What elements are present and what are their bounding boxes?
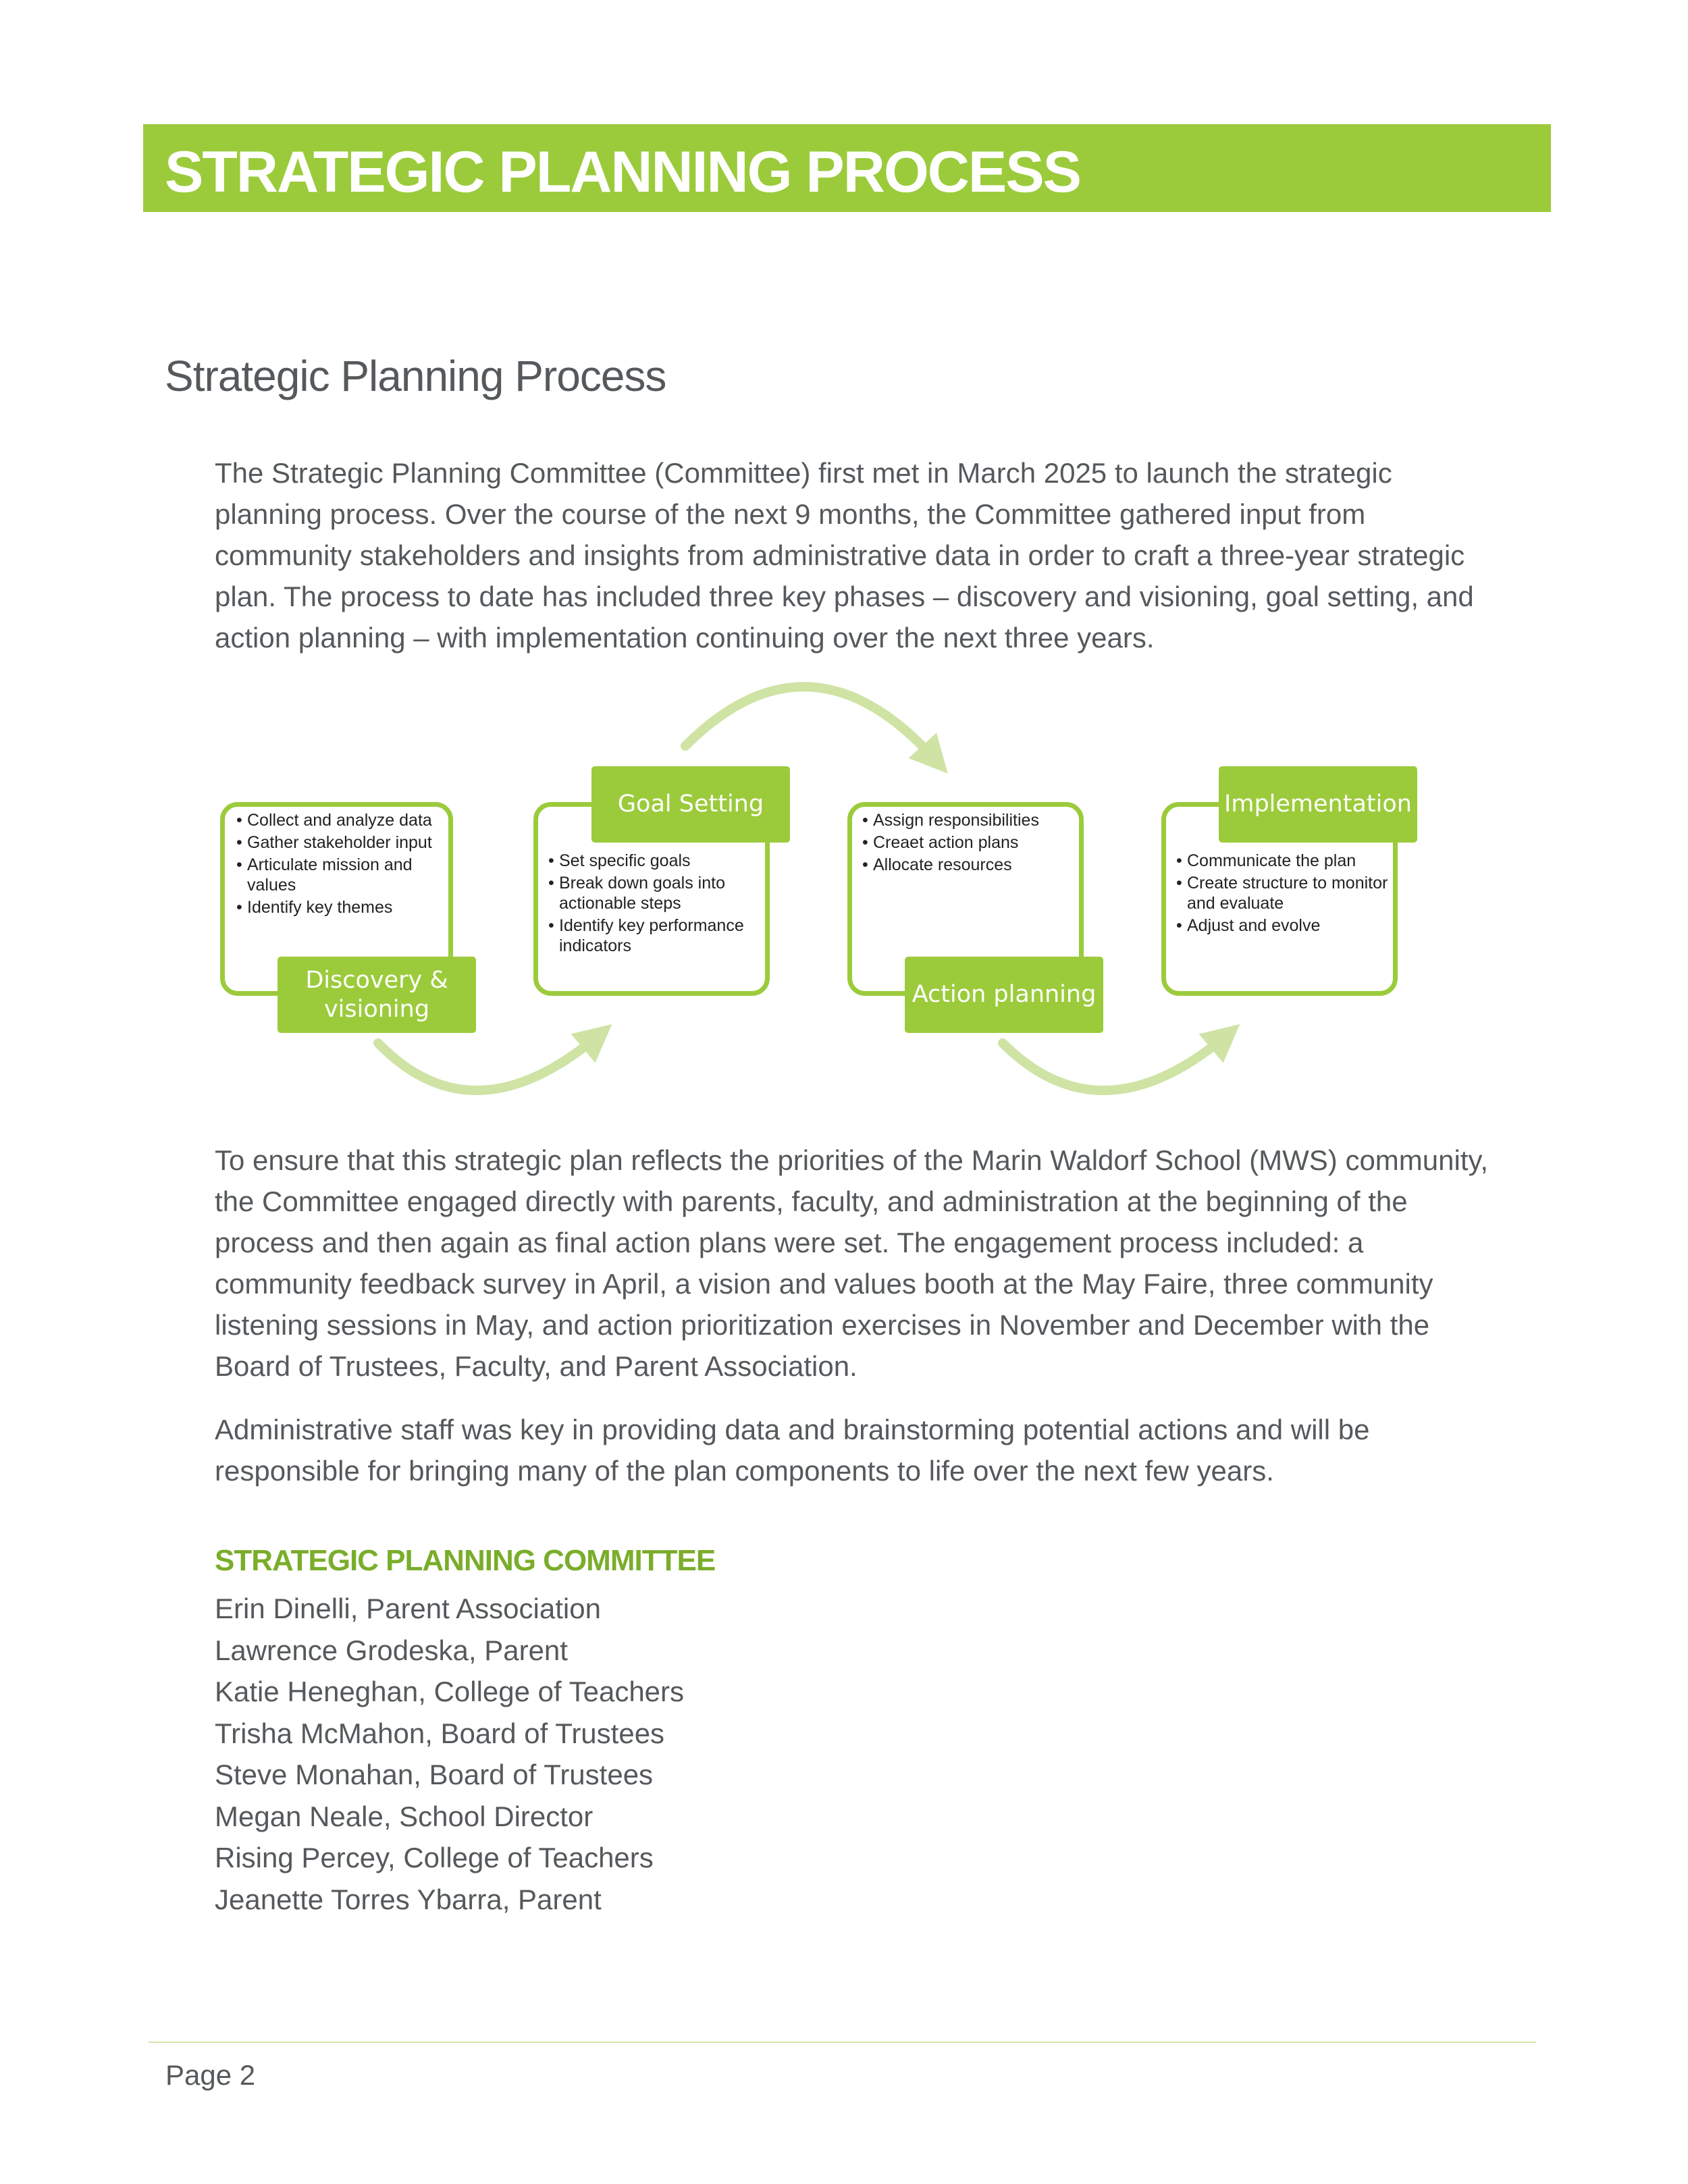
phase-item: • Identify key themes <box>236 897 446 917</box>
phase-item: • Create structure to monitor and evaluate <box>1176 873 1392 913</box>
engagement-paragraphs <box>215 1140 1498 1514</box>
phase-item: • Articulate mission and values <box>236 855 446 895</box>
banner-title: STRATEGIC PLANNING PROCESS <box>165 140 1080 205</box>
phase-goal-label: Goal Setting <box>591 766 790 843</box>
phase-action-label: Action planning <box>905 957 1103 1033</box>
intro-text: The Strategic Planning Committee (Committee) first met in March 2025 to launch the strategic planning process. Over the course of the next 9 months, the Committee gathered input from community stakeholders and insights from administrative data in order to craft a three-year strategic plan. The process to date has included three key phases – discovery and visioning, goal setting, and action planning – with implementation continuing over the next three years. <box>215 457 1474 654</box>
committee-member: Lawrence Grodeska, Parent <box>215 1634 568 1666</box>
committee-member: Rising Percey, College of Teachers <box>215 1842 654 1873</box>
committee-member: Trisha McMahon, Board of Trustees <box>215 1717 665 1749</box>
phase-item: • Communicate the plan <box>1176 851 1392 871</box>
engagement-text: To ensure that this strategic plan reflects the priorities of the Marin Waldorf School (MWS) community, the Committee engaged directly with parents, faculty, and administration at the beginning of the process and then again as final action plans were set. The engagement process included: a community feedback survey in April, a vision and values booth at the May Faire, three community listening sessions in May, and action prioritization exercises in November and December with the Board of Trustees, Faculty, and Parent Association. <box>215 1144 1489 1382</box>
committee-member: Steve Monahan, Board of Trustees <box>215 1759 654 1790</box>
phase-action-list <box>862 810 1078 877</box>
phase-implementation-label: Implementation <box>1219 766 1417 843</box>
phase-item: • Assign responsibilities <box>862 810 1078 830</box>
phase-item: • Allocate resources <box>862 855 1078 875</box>
arrow-3-to-4 <box>1003 1036 1225 1090</box>
phase-item: • Collect and analyze data <box>236 810 446 830</box>
phase-item: • Break down goals into actionable steps <box>548 873 764 913</box>
committee-member-list <box>215 1588 684 1920</box>
arrow-2-to-3 <box>685 687 935 760</box>
phase-discovery-label: Discovery & visioning <box>278 957 476 1033</box>
committee-heading: STRATEGIC PLANNING COMMITTEE <box>215 1544 716 1577</box>
phase-goal-list <box>548 851 764 958</box>
committee-member: Jeanette Torres Ybarra, Parent <box>215 1883 602 1915</box>
arrow-1-to-2 <box>378 1036 598 1090</box>
page-number: Page 2 <box>165 2059 256 2091</box>
committee-member: Megan Neale, School Director <box>215 1800 594 1832</box>
section-title: Strategic Planning Process <box>165 352 666 400</box>
phase-item: • Identify key performance indicators <box>548 915 764 956</box>
phase-item: • Creaet action plans <box>862 832 1078 853</box>
committee-member: Erin Dinelli, Parent Association <box>215 1593 601 1624</box>
phase-discovery-list <box>236 810 446 920</box>
phase-item: • Set specific goals <box>548 851 764 871</box>
phase-implementation-list <box>1176 851 1392 938</box>
footer-divider <box>149 2042 1536 2043</box>
phase-item: • Adjust and evolve <box>1176 915 1392 936</box>
staff-text: Administrative staff was key in providing data and brainstorming potential actions and will be responsible for bringing many of the plan components to life over the next few years. <box>215 1414 1370 1487</box>
committee-member: Katie Heneghan, College of Teachers <box>215 1676 685 1707</box>
phase-item: • Gather stakeholder input <box>236 832 446 853</box>
